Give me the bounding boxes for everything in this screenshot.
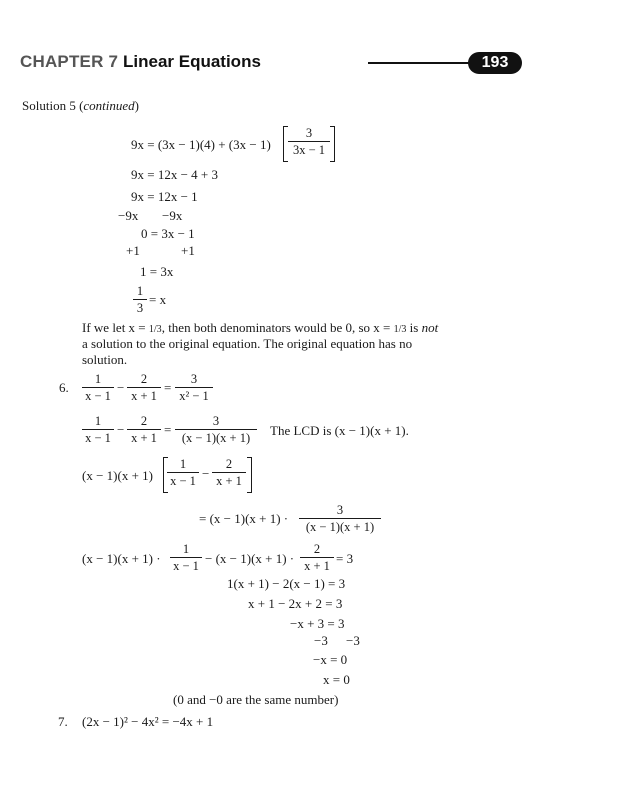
p6-e2-frac3: 3 (x − 1)(x + 1) [175,414,257,445]
sol5-line7: 1 = 3x [140,264,174,279]
sol5-line1-left: 9x = (3x − 1)(4) + (3x − 1) [131,137,271,152]
p6-step1: 1(x + 1) − 2(x − 1) = 3 [227,576,346,591]
sol5-line4a: −9x [118,208,139,223]
p6-step4a: −3 [314,633,328,648]
p6-e2-frac2: 2 x + 1 [127,414,161,445]
p6-e2-eq: = [164,422,172,437]
chapter-title: Linear Equations [123,52,261,71]
sol5-paragraph-line1: If we let x = 1/3, then both denominators would be 0, so x = 1/3 is not [82,320,439,335]
bracket-right [247,457,252,493]
p6-step4b: −3 [346,633,360,648]
sol5-line1-fraction: 3 3x − 1 [288,126,330,157]
sol5-line6b: +1 [181,243,195,258]
p6-e4-lead: = (x − 1)(x + 1) · [199,511,289,526]
p6-e2-frac1: 1 x − 1 [82,414,114,445]
p6-e5-part-c: = 3 [336,551,354,566]
problem-7-number: 7. [58,714,68,729]
p6-e1-frac2: 2 x + 1 [127,372,161,403]
sol5-line4b: −9x [162,208,183,223]
p6-e3-op: − [202,466,210,481]
sol5-line5: 0 = 3x − 1 [141,226,195,241]
p6-e3-frac1: 1 x − 1 [167,457,199,488]
sol5-line8-fraction: 1 3 [133,284,147,315]
sol5-paragraph-line3: solution. [82,352,128,367]
p6-e2-op: − [117,422,125,437]
page-number-badge: 193 [468,52,522,74]
chapter-label: CHAPTER 7 [20,52,119,71]
sol5-line3: 9x = 12x − 1 [131,189,198,204]
p6-e1-frac3: 3 x² − 1 [175,372,213,403]
p6-e3-lead: (x − 1)(x + 1) [82,468,153,483]
p6-step3: −x + 3 = 3 [290,616,345,631]
p6-e1-op: − [117,380,125,395]
p6-e4-frac: 3 (x − 1)(x + 1) [299,503,381,534]
p6-step5: −x = 0 [313,652,348,667]
p6-e1-frac1: 1 x − 1 [82,372,114,403]
sol5-paragraph-line2: a solution to the original equation. The original equation has no [82,336,413,351]
problem-7-expression: (2x − 1)² − 4x² = −4x + 1 [82,714,214,729]
p6-e3-frac2: 2 x + 1 [212,457,246,488]
p6-e5-part-b: − (x − 1)(x + 1) · [205,551,295,566]
p6-e5-part-a: (x − 1)(x + 1) · [82,551,161,566]
p6-e5-frac2: 2 x + 1 [300,542,334,573]
p6-e5-frac1: 1 x − 1 [170,542,202,573]
p6-note: (0 and −0 are the same number) [173,692,339,707]
problem-6-number: 6. [59,380,69,395]
p6-step2: x + 1 − 2x + 2 = 3 [248,596,343,611]
bracket-right [330,126,335,162]
sol5-line2: 9x = 12x − 4 + 3 [131,167,218,182]
p6-step6: x = 0 [323,672,350,687]
p6-lcd-note: The LCD is (x − 1)(x + 1). [270,423,409,438]
sol5-line6a: +1 [126,243,140,258]
solution-heading: Solution 5 (continued) [22,98,140,113]
sol5-line8-rhs: = x [149,292,167,307]
p6-e1-eq: = [164,380,172,395]
